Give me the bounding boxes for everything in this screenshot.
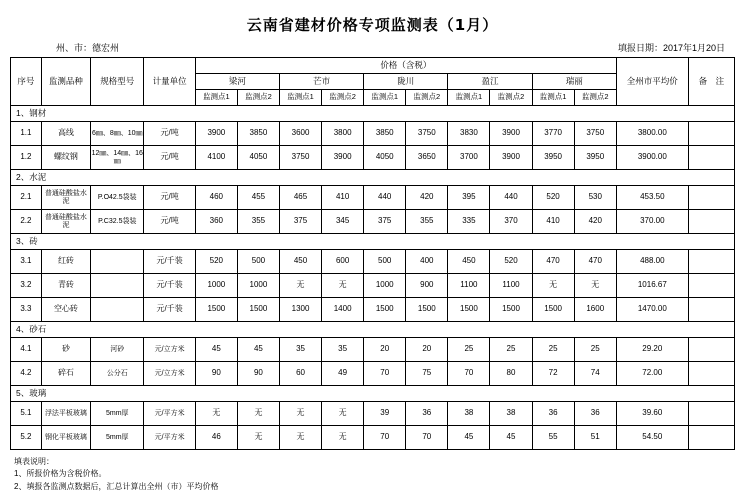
cell-value: 20 xyxy=(364,338,406,362)
th-point-3-2: 监测点2 xyxy=(490,90,532,106)
cell-value: 530 xyxy=(574,186,616,210)
cell-value: 90 xyxy=(237,362,279,386)
cell-value: 3900 xyxy=(490,146,532,170)
cell-value: 1500 xyxy=(532,298,574,322)
cell-value: 38 xyxy=(448,402,490,426)
date-info xyxy=(618,41,725,54)
cell-value: 3900 xyxy=(195,122,237,146)
location-value: 德宏州 xyxy=(92,43,120,53)
cell-value: 3830 xyxy=(448,122,490,146)
cell-variety: 砂 xyxy=(41,338,90,362)
cell-value: 35 xyxy=(279,338,321,362)
cell-value: 无 xyxy=(574,274,616,298)
cell-value: 70 xyxy=(406,426,448,450)
notes-line-2: 2、填报各监测点数据后，汇总计算出全州（市）平均价格 xyxy=(14,481,219,491)
cell-unit: 元/平方米 xyxy=(144,426,195,450)
th-point-1-1: 监测点1 xyxy=(279,90,321,106)
cell-value: 1500 xyxy=(448,298,490,322)
cell-value: 1600 xyxy=(574,298,616,322)
th-point-2-2: 监测点2 xyxy=(406,90,448,106)
cell-value: 400 xyxy=(406,250,448,274)
cell-value: 3600 xyxy=(279,122,321,146)
cell-variety: 青砖 xyxy=(41,274,90,298)
cell-spec xyxy=(91,250,144,274)
th-average: 全州市平均价 xyxy=(616,58,688,106)
cell-seq: 2.1 xyxy=(11,186,42,210)
category-label: 4、砂石 xyxy=(11,322,735,338)
category-row xyxy=(11,106,735,122)
th-point-0-2: 监测点2 xyxy=(237,90,279,106)
cell-value: 410 xyxy=(532,210,574,234)
cell-value: 38 xyxy=(490,402,532,426)
th-unit: 计量单位 xyxy=(144,58,195,106)
cell-value: 无 xyxy=(322,402,364,426)
cell-seq: 2.2 xyxy=(11,210,42,234)
table-row xyxy=(11,210,735,234)
cell-variety: 红砖 xyxy=(41,250,90,274)
cell-value: 无 xyxy=(279,426,321,450)
cell-value: 4050 xyxy=(364,146,406,170)
cell-value: 1400 xyxy=(322,298,364,322)
cell-value: 3900 xyxy=(490,122,532,146)
cell-value: 36 xyxy=(406,402,448,426)
category-row xyxy=(11,386,735,402)
price-table xyxy=(10,57,735,450)
cell-value: 375 xyxy=(279,210,321,234)
th-spec: 规格型号 xyxy=(91,58,144,106)
th-seq: 序号 xyxy=(11,58,42,106)
table-body xyxy=(11,106,735,450)
cell-value: 4100 xyxy=(195,146,237,170)
cell-spec xyxy=(91,298,144,322)
cell-variety: 螺纹钢 xyxy=(41,146,90,170)
cell-spec xyxy=(91,274,144,298)
th-point-0-1: 监测点1 xyxy=(195,90,237,106)
cell-remark xyxy=(688,122,734,146)
th-region-3: 盈江 xyxy=(448,74,532,90)
cell-value: 470 xyxy=(574,250,616,274)
cell-value: 370 xyxy=(490,210,532,234)
cell-value: 36 xyxy=(574,402,616,426)
category-label: 1、钢材 xyxy=(11,106,735,122)
cell-unit: 元/吨 xyxy=(144,146,195,170)
cell-value: 3700 xyxy=(448,146,490,170)
location-label: 州、市： xyxy=(56,43,93,53)
cell-value: 25 xyxy=(490,338,532,362)
cell-value: 39 xyxy=(364,402,406,426)
cell-value: 45 xyxy=(448,426,490,450)
cell-value: 74 xyxy=(574,362,616,386)
th-region-4: 瑞丽 xyxy=(532,74,616,90)
th-point-3-1: 监测点1 xyxy=(448,90,490,106)
cell-value: 460 xyxy=(195,186,237,210)
cell-average: 3800.00 xyxy=(616,122,688,146)
cell-value: 55 xyxy=(532,426,574,450)
cell-value: 1000 xyxy=(195,274,237,298)
cell-unit: 元/吨 xyxy=(144,122,195,146)
cell-value: 49 xyxy=(322,362,364,386)
cell-average: 1016.67 xyxy=(616,274,688,298)
cell-spec: 5mm厚 xyxy=(91,426,144,450)
cell-unit: 元/吨 xyxy=(144,186,195,210)
th-region-2: 陇川 xyxy=(364,74,448,90)
cell-value: 355 xyxy=(406,210,448,234)
cell-average: 29.20 xyxy=(616,338,688,362)
cell-value: 500 xyxy=(237,250,279,274)
cell-value: 465 xyxy=(279,186,321,210)
cell-seq: 5.1 xyxy=(11,402,42,426)
th-region-1: 芒市 xyxy=(279,74,363,90)
cell-value: 335 xyxy=(448,210,490,234)
cell-value: 35 xyxy=(322,338,364,362)
cell-value: 3900 xyxy=(322,146,364,170)
cell-value: 80 xyxy=(490,362,532,386)
category-row xyxy=(11,322,735,338)
cell-variety: 碎石 xyxy=(41,362,90,386)
cell-spec: 河砂 xyxy=(91,338,144,362)
cell-remark xyxy=(688,210,734,234)
meta-row xyxy=(10,41,735,57)
cell-value: 420 xyxy=(406,186,448,210)
cell-value: 72 xyxy=(532,362,574,386)
table-row xyxy=(11,122,735,146)
cell-value: 1300 xyxy=(279,298,321,322)
cell-variety: 钢化平板玻璃 xyxy=(41,426,90,450)
category-row xyxy=(11,234,735,250)
cell-value: 1500 xyxy=(195,298,237,322)
cell-seq: 1.1 xyxy=(11,122,42,146)
cell-value: 45 xyxy=(195,338,237,362)
cell-value: 440 xyxy=(364,186,406,210)
cell-value: 1500 xyxy=(237,298,279,322)
notes-title: 填表说明： xyxy=(14,457,54,466)
cell-value: 4050 xyxy=(237,146,279,170)
cell-value: 1500 xyxy=(364,298,406,322)
cell-value: 440 xyxy=(490,186,532,210)
cell-value: 3850 xyxy=(237,122,279,146)
cell-seq: 5.2 xyxy=(11,426,42,450)
th-point-4-1: 监测点1 xyxy=(532,90,574,106)
cell-variety: 浮法平板玻璃 xyxy=(41,402,90,426)
cell-value: 无 xyxy=(279,402,321,426)
table-row xyxy=(11,274,735,298)
cell-value: 70 xyxy=(364,426,406,450)
cell-value: 25 xyxy=(532,338,574,362)
cell-value: 470 xyxy=(532,250,574,274)
notes-section xyxy=(10,456,735,493)
cell-spec: 6㎜、8㎜、10㎜ xyxy=(91,122,144,146)
cell-value: 36 xyxy=(532,402,574,426)
cell-value: 无 xyxy=(322,274,364,298)
cell-value: 45 xyxy=(490,426,532,450)
th-price-group: 价格（含税） xyxy=(195,58,616,74)
cell-value: 无 xyxy=(279,274,321,298)
cell-spec: 5mm厚 xyxy=(91,402,144,426)
cell-value: 345 xyxy=(322,210,364,234)
cell-value: 360 xyxy=(195,210,237,234)
cell-value: 375 xyxy=(364,210,406,234)
cell-average: 1470.00 xyxy=(616,298,688,322)
cell-unit: 元/吨 xyxy=(144,210,195,234)
cell-seq: 3.2 xyxy=(11,274,42,298)
table-row xyxy=(11,146,735,170)
cell-value: 无 xyxy=(532,274,574,298)
cell-value: 3650 xyxy=(406,146,448,170)
cell-value: 3750 xyxy=(574,122,616,146)
cell-remark xyxy=(688,298,734,322)
cell-remark xyxy=(688,274,734,298)
th-point-1-2: 监测点2 xyxy=(322,90,364,106)
cell-remark xyxy=(688,426,734,450)
cell-value: 无 xyxy=(322,426,364,450)
cell-value: 46 xyxy=(195,426,237,450)
cell-value: 410 xyxy=(322,186,364,210)
category-row xyxy=(11,170,735,186)
cell-value: 无 xyxy=(195,402,237,426)
cell-value: 51 xyxy=(574,426,616,450)
cell-unit: 元/立方米 xyxy=(144,338,195,362)
table-row xyxy=(11,298,735,322)
cell-value: 3850 xyxy=(364,122,406,146)
cell-average: 370.00 xyxy=(616,210,688,234)
cell-value: 3800 xyxy=(322,122,364,146)
cell-remark xyxy=(688,186,734,210)
cell-remark xyxy=(688,146,734,170)
cell-value: 1100 xyxy=(490,274,532,298)
cell-value: 25 xyxy=(448,338,490,362)
cell-average: 39.60 xyxy=(616,402,688,426)
cell-variety: 普通硅酸盐水泥 xyxy=(41,186,90,210)
cell-variety: 普通硅酸盐水泥 xyxy=(41,210,90,234)
cell-remark xyxy=(688,402,734,426)
cell-value: 1500 xyxy=(406,298,448,322)
table-row xyxy=(11,426,735,450)
cell-value: 70 xyxy=(364,362,406,386)
cell-value: 520 xyxy=(532,186,574,210)
th-region-0: 梁河 xyxy=(195,74,279,90)
cell-value: 3950 xyxy=(532,146,574,170)
cell-spec: 12㎜、14㎜、16㎜ xyxy=(91,146,144,170)
cell-average: 3900.00 xyxy=(616,146,688,170)
page-title: 云南省建材价格专项监测表（1月） xyxy=(246,16,499,34)
th-point-2-1: 监测点1 xyxy=(364,90,406,106)
category-label: 2、水泥 xyxy=(11,170,735,186)
notes-line-1: 1、所报价格为含税价格。 xyxy=(14,469,107,479)
cell-remark xyxy=(688,338,734,362)
cell-value: 90 xyxy=(195,362,237,386)
table-row xyxy=(11,186,735,210)
cell-value: 395 xyxy=(448,186,490,210)
cell-variety: 高线 xyxy=(41,122,90,146)
cell-average: 72.00 xyxy=(616,362,688,386)
cell-seq: 3.3 xyxy=(11,298,42,322)
cell-spec: P.O42.5袋装 xyxy=(91,186,144,210)
table-row xyxy=(11,402,735,426)
cell-value: 3770 xyxy=(532,122,574,146)
cell-seq: 1.2 xyxy=(11,146,42,170)
cell-value: 900 xyxy=(406,274,448,298)
cell-value: 450 xyxy=(279,250,321,274)
cell-value: 420 xyxy=(574,210,616,234)
table-header-row-1 xyxy=(11,58,735,74)
cell-value: 60 xyxy=(279,362,321,386)
cell-value: 1100 xyxy=(448,274,490,298)
cell-value: 450 xyxy=(448,250,490,274)
cell-value: 1500 xyxy=(490,298,532,322)
date-value: 2017年1月20日 xyxy=(662,43,725,53)
cell-spec: P.C32.5袋装 xyxy=(91,210,144,234)
location-info xyxy=(56,41,119,54)
cell-value: 520 xyxy=(490,250,532,274)
cell-value: 20 xyxy=(406,338,448,362)
cell-value: 355 xyxy=(237,210,279,234)
th-variety: 监测品种 xyxy=(41,58,90,106)
cell-variety: 空心砖 xyxy=(41,298,90,322)
cell-value: 45 xyxy=(237,338,279,362)
cell-seq: 4.1 xyxy=(11,338,42,362)
cell-unit: 元/平方米 xyxy=(144,402,195,426)
cell-remark xyxy=(688,362,734,386)
cell-value: 455 xyxy=(237,186,279,210)
cell-remark xyxy=(688,250,734,274)
cell-value: 25 xyxy=(574,338,616,362)
cell-unit: 元/立方米 xyxy=(144,362,195,386)
cell-value: 无 xyxy=(237,426,279,450)
cell-value: 600 xyxy=(322,250,364,274)
th-point-4-2: 监测点2 xyxy=(574,90,616,106)
cell-average: 488.00 xyxy=(616,250,688,274)
cell-value: 3950 xyxy=(574,146,616,170)
cell-value: 3750 xyxy=(279,146,321,170)
cell-value: 500 xyxy=(364,250,406,274)
table-row xyxy=(11,250,735,274)
cell-seq: 3.1 xyxy=(11,250,42,274)
cell-value: 520 xyxy=(195,250,237,274)
date-label: 填报日期： xyxy=(617,43,663,53)
cell-value: 75 xyxy=(406,362,448,386)
table-row xyxy=(11,338,735,362)
category-label: 3、砖 xyxy=(11,234,735,250)
cell-unit: 元/千装 xyxy=(144,298,195,322)
cell-value: 70 xyxy=(448,362,490,386)
th-remark: 备 注 xyxy=(688,58,734,106)
cell-seq: 4.2 xyxy=(11,362,42,386)
cell-spec: 公分石 xyxy=(91,362,144,386)
cell-average: 453.50 xyxy=(616,186,688,210)
cell-value: 1000 xyxy=(237,274,279,298)
cell-unit: 元/千装 xyxy=(144,250,195,274)
table-row xyxy=(11,362,735,386)
cell-value: 1000 xyxy=(364,274,406,298)
cell-average: 54.50 xyxy=(616,426,688,450)
cell-value: 3750 xyxy=(406,122,448,146)
cell-unit: 元/千装 xyxy=(144,274,195,298)
category-label: 5、玻璃 xyxy=(11,386,735,402)
cell-value: 无 xyxy=(237,402,279,426)
